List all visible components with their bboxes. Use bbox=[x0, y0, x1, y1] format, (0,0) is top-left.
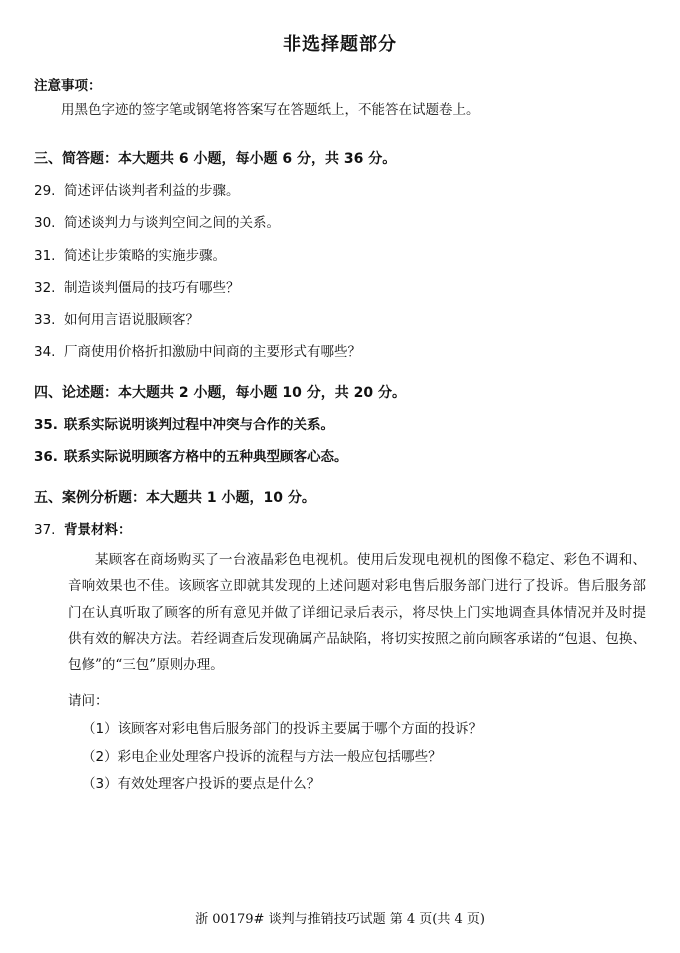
case-question: （1）该顾客对彩电售后服务部门的投诉主要属于哪个方面的投诉？ bbox=[82, 721, 483, 738]
section-heading-short-answer: 三、简答题：本大题共 6 小题，每小题 6 分，共 36 分。 bbox=[34, 150, 397, 167]
case-label: 背景材料： bbox=[64, 521, 132, 538]
question-text: 简述评估谈判者利益的步骤。 bbox=[64, 182, 240, 199]
question-item bbox=[34, 414, 646, 436]
question-text: 联系实际说明顾客方格中的五种典型顾客心态。 bbox=[64, 449, 348, 466]
question-text: 联系实际说明谈判过程中冲突与合作的关系。 bbox=[64, 416, 334, 433]
section-heading-case-analysis: 五、案例分析题：本大题共 1 小题，10 分。 bbox=[34, 489, 316, 506]
question-item bbox=[34, 446, 646, 468]
case-heading bbox=[34, 519, 646, 541]
notice-label: 注意事项： bbox=[34, 78, 102, 94]
case-number: 37. bbox=[34, 521, 56, 538]
case-prompt: 请问： bbox=[68, 692, 109, 709]
section-heading-essay: 四、论述题：本大题共 2 小题，每小题 10 分，共 20 分。 bbox=[34, 384, 406, 401]
question-item bbox=[34, 277, 646, 299]
question-item bbox=[34, 309, 646, 331]
page-footer: 浙 00179# 谈判与推销技巧试题 第 4 页(共 4 页) bbox=[195, 912, 485, 927]
question-number: 31. bbox=[34, 247, 56, 264]
question-text: 厂商使用价格折扣激励中间商的主要形式有哪些？ bbox=[64, 344, 361, 361]
question-text: 简述谈判力与谈判空间之间的关系。 bbox=[64, 215, 280, 232]
page-title: 非选择题部分 bbox=[283, 34, 397, 55]
question-text: 制造谈判僵局的技巧有哪些？ bbox=[64, 279, 240, 296]
question-text: 如何用言语说服顾客？ bbox=[64, 312, 199, 329]
question-number: 33. bbox=[34, 312, 56, 329]
question-number: 30. bbox=[34, 215, 56, 232]
question-text: 简述让步策略的实施步骤。 bbox=[64, 247, 226, 264]
case-question: （3）有效处理客户投诉的要点是什么？ bbox=[82, 776, 321, 793]
question-number: 35. bbox=[34, 416, 58, 433]
notice-body: 用黑色字迹的签字笔或钢笔将答案写在答题纸上，不能答在试题卷上。 bbox=[61, 102, 480, 118]
question-item bbox=[34, 341, 646, 363]
question-number: 32. bbox=[34, 279, 56, 296]
question-number: 29. bbox=[34, 182, 56, 199]
question-number: 36. bbox=[34, 449, 58, 466]
question-number: 34. bbox=[34, 344, 56, 361]
case-question: （2）彩电企业处理客户投诉的流程与方法一般应包括哪些？ bbox=[82, 748, 442, 765]
question-item bbox=[34, 212, 646, 234]
question-item bbox=[34, 245, 646, 267]
case-body: 某顾客在商场购买了一台液晶彩色电视机。使用后发现电视机的图像不稳定、彩色不调和、音响效果也不佳。该顾客立即就其发现的上述问题对彩电售后服务部门进行了投诉。售后服务部门在认真听取了顾客的所有意见并做了详细记录后表示，将尽快上门实地调查具体情况并及时提供有效的解决方法。若经调查后发现确属产品缺陷，将切实按照之前向顾客承诺的“包退、包换、包修”的“三包”原则办理。 bbox=[68, 552, 646, 674]
question-item bbox=[34, 180, 646, 202]
